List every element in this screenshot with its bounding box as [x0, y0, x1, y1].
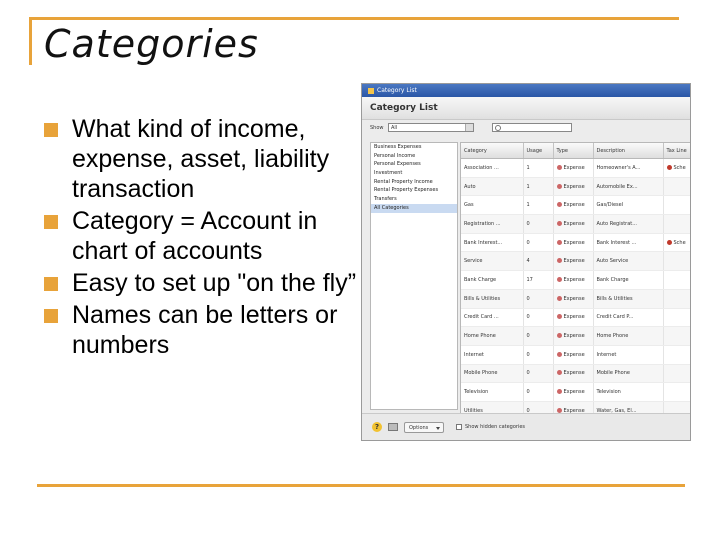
- tax-line-cell-text: Sche: [673, 164, 686, 171]
- bullet-list: [42, 114, 362, 362]
- description-cell-text: Television: [596, 389, 621, 396]
- description-cell-text: Bank Charge: [596, 276, 629, 283]
- usage-cell: [523, 383, 553, 402]
- expense-icon: [557, 333, 562, 338]
- bullet-square-icon: [44, 215, 58, 229]
- type-cell-text: Expense: [563, 370, 585, 377]
- category-group-sidebar: [370, 142, 458, 410]
- usage-cell: [523, 327, 553, 346]
- category-cell: [461, 271, 523, 290]
- category-table: [460, 142, 691, 414]
- expense-icon: [557, 296, 562, 301]
- slide-frame-left: [29, 17, 32, 65]
- slide-frame-top: [29, 17, 679, 20]
- table-row[interactable]: [461, 252, 691, 271]
- usage-cell: [523, 289, 553, 308]
- type-cell: [553, 177, 593, 196]
- description-cell-text: Credit Card P...: [596, 314, 634, 321]
- type-cell-text: Expense: [563, 239, 585, 246]
- category-cell-text: Internet: [464, 351, 484, 358]
- usage-cell: [523, 215, 553, 234]
- sidebar-item[interactable]: All Categories: [371, 204, 457, 213]
- table-row[interactable]: [461, 383, 691, 402]
- type-cell: [553, 289, 593, 308]
- category-cell-text: Bank Interest...: [464, 239, 503, 246]
- column-header-category[interactable]: Category: [461, 143, 523, 159]
- description-cell: [593, 252, 663, 271]
- usage-cell-text: 0: [526, 370, 530, 377]
- type-cell: [553, 252, 593, 271]
- table-row[interactable]: [461, 233, 691, 252]
- type-cell-text: Expense: [563, 276, 585, 283]
- description-cell-text: Internet: [596, 351, 617, 358]
- category-cell: [461, 233, 523, 252]
- tax-icon: [667, 240, 672, 245]
- description-cell: [593, 196, 663, 215]
- expense-icon: [557, 277, 562, 282]
- bullet-text: Easy to set up "on the fly”: [72, 269, 357, 297]
- category-cell: [461, 383, 523, 402]
- filter-label: Show: [370, 125, 384, 131]
- type-cell: [553, 327, 593, 346]
- expense-icon: [557, 240, 562, 245]
- table-row[interactable]: [461, 364, 691, 383]
- tax-line-cell: [663, 289, 691, 308]
- usage-cell-text: 0: [526, 239, 530, 246]
- usage-cell: [523, 364, 553, 383]
- category-cell-text: Bills & Utilities: [464, 295, 501, 302]
- type-cell-text: Expense: [563, 220, 585, 227]
- usage-cell: [523, 308, 553, 327]
- description-cell: [593, 345, 663, 364]
- expense-icon: [557, 184, 562, 189]
- usage-cell-text: 0: [526, 351, 530, 358]
- window-titlebar: [362, 84, 690, 97]
- tax-line-cell: [663, 252, 691, 271]
- expense-icon: [557, 221, 562, 226]
- type-cell: [553, 233, 593, 252]
- bullet-square-icon: [44, 123, 58, 137]
- category-cell-text: Mobile Phone: [464, 370, 498, 377]
- tax-line-cell: [663, 177, 691, 196]
- tax-icon: [667, 165, 672, 170]
- category-cell-text: Registration ...: [464, 220, 501, 227]
- type-cell-text: Expense: [563, 183, 585, 190]
- bullet-item: [42, 268, 362, 298]
- sidebar-item[interactable]: Personal Income: [374, 152, 416, 159]
- slide-title: Categories: [44, 22, 259, 66]
- bullet-square-icon: [44, 277, 58, 291]
- bullet-item: [42, 114, 362, 204]
- description-cell: [593, 215, 663, 234]
- usage-cell: [523, 271, 553, 290]
- tax-line-cell: [663, 345, 691, 364]
- expense-icon: [557, 352, 562, 357]
- description-cell-text: Mobile Phone: [596, 370, 630, 377]
- type-cell: [553, 159, 593, 178]
- slide-frame-bottom: [37, 484, 685, 487]
- window-bottom-bar: [362, 413, 691, 440]
- sidebar-item[interactable]: Business Expenses: [374, 144, 422, 150]
- description-cell-text: Auto Registrat...: [596, 220, 638, 227]
- category-cell-text: Gas: [464, 202, 474, 209]
- type-cell-text: Expense: [563, 389, 585, 396]
- type-cell-text: Expense: [563, 407, 585, 414]
- expense-icon: [557, 314, 562, 319]
- column-header-tax-line[interactable]: Tax Line: [663, 143, 691, 159]
- usage-cell-text: 0: [526, 407, 530, 414]
- window-title: Category List: [377, 87, 417, 94]
- description-cell: [593, 159, 663, 178]
- type-cell-text: Expense: [563, 295, 585, 302]
- usage-cell-text: 0: [526, 220, 530, 227]
- type-cell: [553, 271, 593, 290]
- type-cell-text: Expense: [563, 258, 585, 265]
- expense-icon: [557, 258, 562, 263]
- filter-value: All: [391, 125, 398, 131]
- chevron-down-icon: [436, 427, 440, 430]
- description-cell-text: Home Phone: [596, 333, 629, 340]
- category-cell-text: Service: [464, 258, 483, 265]
- description-cell-text: Water, Gas, El...: [596, 407, 637, 414]
- usage-cell-text: 0: [526, 295, 530, 302]
- show-hidden-checkbox[interactable]: [456, 424, 462, 430]
- table-row[interactable]: [461, 196, 691, 215]
- usage-cell: [523, 196, 553, 215]
- options-button[interactable]: [404, 422, 444, 433]
- type-cell: [553, 308, 593, 327]
- expense-icon: [557, 202, 562, 207]
- column-header-usage[interactable]: Usage: [523, 143, 553, 159]
- type-cell-text: Expense: [563, 333, 585, 340]
- type-cell-text: Expense: [563, 202, 585, 209]
- usage-cell-text: 1: [526, 202, 530, 209]
- tax-line-cell: [663, 159, 691, 178]
- description-cell: [593, 289, 663, 308]
- type-cell-text: Expense: [563, 314, 585, 321]
- type-cell: [553, 364, 593, 383]
- description-cell-text: Bank Interest ...: [596, 239, 637, 246]
- category-cell: [461, 345, 523, 364]
- options-label: Options: [409, 425, 429, 431]
- category-cell: [461, 159, 523, 178]
- usage-cell-text: 0: [526, 389, 530, 396]
- bullet-text: Names can be letters or numbers: [72, 301, 338, 359]
- sidebar-item[interactable]: Personal Expenses: [374, 161, 421, 168]
- usage-cell: [523, 252, 553, 271]
- bullet-text: Category = Account in chart of accounts: [72, 207, 318, 265]
- category-cell-text: Association ...: [464, 164, 499, 171]
- dropdown-arrow-icon: [465, 124, 473, 131]
- search-icon: [495, 125, 501, 131]
- column-header-type[interactable]: Type: [553, 143, 593, 159]
- category-cell-text: Home Phone: [464, 333, 496, 340]
- category-cell-text: Auto: [464, 183, 476, 190]
- usage-cell-text: 1: [526, 164, 530, 171]
- category-cell: [461, 364, 523, 383]
- type-cell: [553, 196, 593, 215]
- type-cell: [553, 215, 593, 234]
- category-cell: [461, 252, 523, 271]
- usage-cell-text: 0: [526, 314, 530, 321]
- table-row[interactable]: [461, 289, 691, 308]
- description-cell: [593, 233, 663, 252]
- description-cell: [593, 271, 663, 290]
- tax-line-cell-text: Sche: [673, 239, 686, 246]
- sidebar-item[interactable]: Transfers: [374, 196, 397, 203]
- sidebar-item[interactable]: Rental Property Income: [374, 178, 433, 185]
- expense-icon: [557, 389, 562, 394]
- sidebar-item[interactable]: Rental Property Expenses: [374, 187, 439, 194]
- search-input[interactable]: [492, 123, 572, 132]
- category-cell: [461, 196, 523, 215]
- type-cell-text: Expense: [563, 351, 585, 358]
- table-row[interactable]: [461, 308, 691, 327]
- category-cell-text: Credit Card ...: [464, 314, 499, 321]
- expense-icon: [557, 370, 562, 375]
- bullet-text: What kind of income, expense, asset, liability transaction: [72, 115, 330, 203]
- table-row[interactable]: [461, 215, 691, 234]
- tax-line-cell: [663, 383, 691, 402]
- bullet-item: [42, 300, 362, 360]
- category-cell: [461, 177, 523, 196]
- usage-cell: [523, 233, 553, 252]
- category-cell-text: Television: [464, 389, 489, 396]
- category-cell: [461, 289, 523, 308]
- table-row[interactable]: [461, 177, 691, 196]
- usage-cell: [523, 345, 553, 364]
- type-cell-text: Expense: [563, 164, 585, 171]
- description-cell-text: Gas/Diesel: [596, 202, 624, 209]
- print-icon[interactable]: [388, 423, 398, 431]
- usage-cell-text: 1: [526, 183, 530, 190]
- filter-bar: [362, 120, 690, 136]
- type-cell: [553, 345, 593, 364]
- tax-line-cell: [663, 233, 691, 252]
- category-list-window: [361, 83, 691, 441]
- usage-cell: [523, 177, 553, 196]
- sidebar-item[interactable]: Investment: [374, 170, 403, 177]
- tax-line-cell: [663, 271, 691, 290]
- table-row[interactable]: [461, 327, 691, 346]
- category-cell: [461, 327, 523, 346]
- description-cell: [593, 308, 663, 327]
- description-cell-text: Bills & Utilities: [596, 295, 633, 302]
- description-cell-text: Automobile Ex...: [596, 183, 638, 190]
- category-cell: [461, 308, 523, 327]
- description-cell: [593, 177, 663, 196]
- description-cell: [593, 364, 663, 383]
- table-header-row: [461, 143, 691, 159]
- help-icon[interactable]: ?: [372, 422, 382, 432]
- bullet-item: [42, 206, 362, 266]
- table-row[interactable]: [461, 271, 691, 290]
- tax-line-cell: [663, 196, 691, 215]
- category-cell-text: Utilities: [464, 407, 483, 414]
- usage-cell: [523, 159, 553, 178]
- bullet-square-icon: [44, 309, 58, 323]
- show-hidden-label: Show hidden categories: [465, 424, 526, 430]
- column-header-description[interactable]: Description: [593, 143, 663, 159]
- description-cell: [593, 383, 663, 402]
- tax-line-cell: [663, 215, 691, 234]
- usage-cell-text: 0: [526, 333, 530, 340]
- window-heading: Category List: [362, 97, 690, 120]
- expense-icon: [557, 165, 562, 170]
- usage-cell-text: 17: [526, 276, 533, 283]
- description-cell-text: Homeowner's A...: [596, 164, 641, 171]
- description-cell-text: Auto Service: [596, 258, 629, 265]
- table-row[interactable]: [461, 345, 691, 364]
- tax-line-cell: [663, 364, 691, 383]
- tax-line-cell: [663, 308, 691, 327]
- description-cell: [593, 327, 663, 346]
- category-cell: [461, 215, 523, 234]
- usage-cell-text: 4: [526, 258, 530, 265]
- tax-line-cell: [663, 327, 691, 346]
- table-row[interactable]: [461, 159, 691, 178]
- app-icon: [368, 88, 374, 94]
- type-cell: [553, 383, 593, 402]
- category-cell-text: Bank Charge: [464, 276, 497, 283]
- filter-select[interactable]: [388, 123, 474, 132]
